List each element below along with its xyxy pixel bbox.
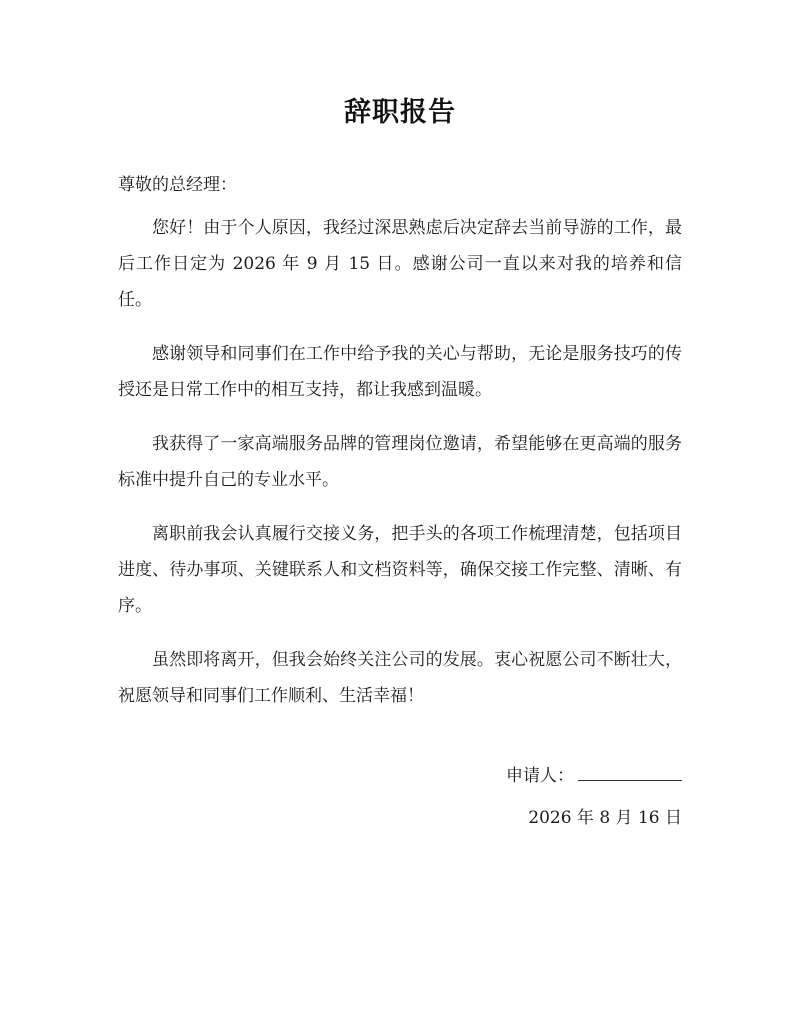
- paragraph-3: 我获得了一家高端服务品牌的管理岗位邀请，希望能够在更高端的服务标准中提升自己的专业水平。: [118, 434, 682, 490]
- salutation: 尊敬的总经理：: [118, 175, 237, 195]
- applicant-row: [506, 758, 682, 792]
- paragraph-4: 离职前我会认真履行交接义务，把手头的各项工作梳理清楚，包括项目进度、待办事项、关键联系人和文档资料等，确保交接工作完整、清晰、有序。: [118, 524, 682, 616]
- paragraph-1: 您好！由于个人原因，我经过深思熟虑后决定辞去当前导游的工作，最后工作日定为 2026 年 9 月 15 日。感谢公司一直以来对我的培养和信任。: [118, 218, 682, 310]
- signature-block: [506, 758, 682, 834]
- letter-title: 辞职报告: [344, 97, 456, 128]
- paragraph-5: 虽然即将离开，但我会始终关注公司的发展。衷心祝愿公司不断壮大，祝愿领导和同事们工作顺利、生活幸福！: [118, 650, 682, 706]
- letter-date: 2026 年 8 月 16 日: [528, 808, 682, 828]
- paragraph-2: 感谢领导和同事们在工作中给予我的关心与帮助，无论是服务技巧的传授还是日常工作中的相互支持，都让我感到温暖。: [118, 344, 682, 400]
- applicant-label: 申请人：: [506, 766, 574, 786]
- signature-line: [578, 758, 682, 781]
